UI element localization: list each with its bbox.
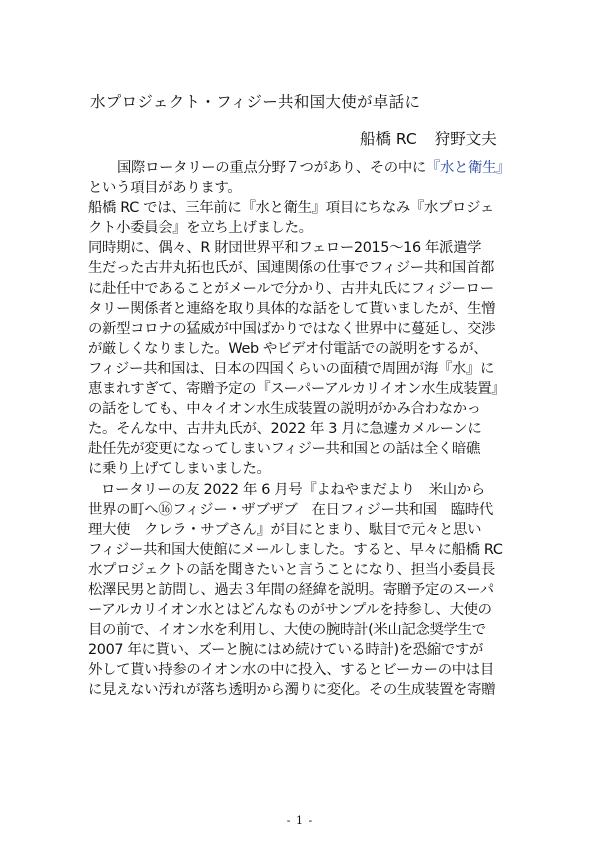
text-line: フィジー共和国は、日本の四国くらいの面積で周囲が海『水』に (88, 360, 495, 377)
text-line: 水プロジェクトの話を聞きたいと言うことになり、担当小委員長 (88, 561, 495, 578)
text-line: の新型コロナの猛威が中国ばかりではなく世界中に蔓延し、交渉 (88, 320, 496, 337)
text-line: 恵まれすぎて、寄贈予定の『スーパーアルカリイオン水生成装置』 (88, 381, 506, 398)
paragraph-3 (88, 238, 528, 479)
paragraph-2 (88, 198, 528, 238)
text-line: 目の前で、イオン水を利用し、大使の腕時計(米山記念奨学生で (88, 622, 486, 639)
text-line: に乗り上げてしまいました。 (88, 461, 271, 478)
highlighted-term: 『水と衛生』 (425, 160, 511, 176)
text-line: ロータリーの友 2022 年 6 月号『よねやまだより 米山から (101, 481, 485, 498)
text-line: ーアルカリイオン水とはどんなものがサンプルを持参し、大使の (88, 602, 492, 619)
text-line: 船橋 RC では、三年前に『水と衛生』項目にちなみ『水プロジェ (88, 200, 494, 217)
author-line (360, 127, 497, 149)
text-line: 2007 年に貰い、ズーと腕にはめ続けている時計)を恐縮ですが (88, 642, 484, 659)
text-line: の話をしても、中々イオン水生成装置の説明がかみ合わなかっ (88, 401, 481, 418)
text-line: 理大使 クレラ・サブさん』が目にとまり、駄目で元々と思い (88, 521, 482, 538)
author-name: 狩野文夫 (434, 130, 497, 148)
text-line: に赴任中であることがメールで分かり、古井丸氏にフィジーロー (88, 280, 494, 297)
text-line: という項目があります。 (88, 180, 242, 197)
text-line: 赴任先が変更になってしまいフィジー共和国との話は全く暗礁 (88, 441, 480, 458)
text-line: フィジー共和国大使館にメールしました。すると、早々に船橋 RC (88, 541, 503, 558)
text-line: 松澤民男と訪問し、過去３年間の経緯を説明。寄贈予定のスーパ (88, 581, 494, 598)
text-line: タリー関係者と連絡を取り具体的な話をして貰いましたが、生憎 (88, 300, 496, 317)
article-body (88, 158, 528, 701)
article-title: 水プロジェクト・フィジー共和国大使が卓話に (90, 93, 421, 111)
paragraph-4 (88, 480, 528, 701)
text-line: 世界の町へ⑯フィジー・ザブザブ 在日フィジー共和国 臨時代 (88, 501, 493, 518)
text-line: クト小委員会』を立ち上げました。 (88, 220, 313, 237)
text-line: た。そんな中、古井丸氏が、2022 年 3 月に急遽カメルーンに (88, 421, 482, 438)
text-line (88, 158, 528, 178)
text-line: 生だった古井丸拓也氏が、国連関係の仕事でフィジー共和国首都 (88, 260, 495, 277)
author-club: 船橋 RC (360, 130, 417, 148)
paragraph-1 (88, 158, 528, 198)
text-line: 外して貰い持参のイオン水の中に投入、するとビーカーの中は目 (88, 662, 494, 679)
text-line: が厳しくなりました。Web やビデオ付電話での説明をするが、 (88, 340, 488, 357)
page-number: - 1 - (286, 814, 314, 827)
text-line: に見えない汚れが落ち透明から濁りに変化。その生成装置を寄贈 (88, 682, 496, 699)
text-line: 同時期に、偶々、R 財団世界平和フェロー2015～16 年派遣学 (88, 240, 482, 257)
text-segment: 国際ロータリーの重点分野７つがあり、その中に (117, 160, 426, 176)
